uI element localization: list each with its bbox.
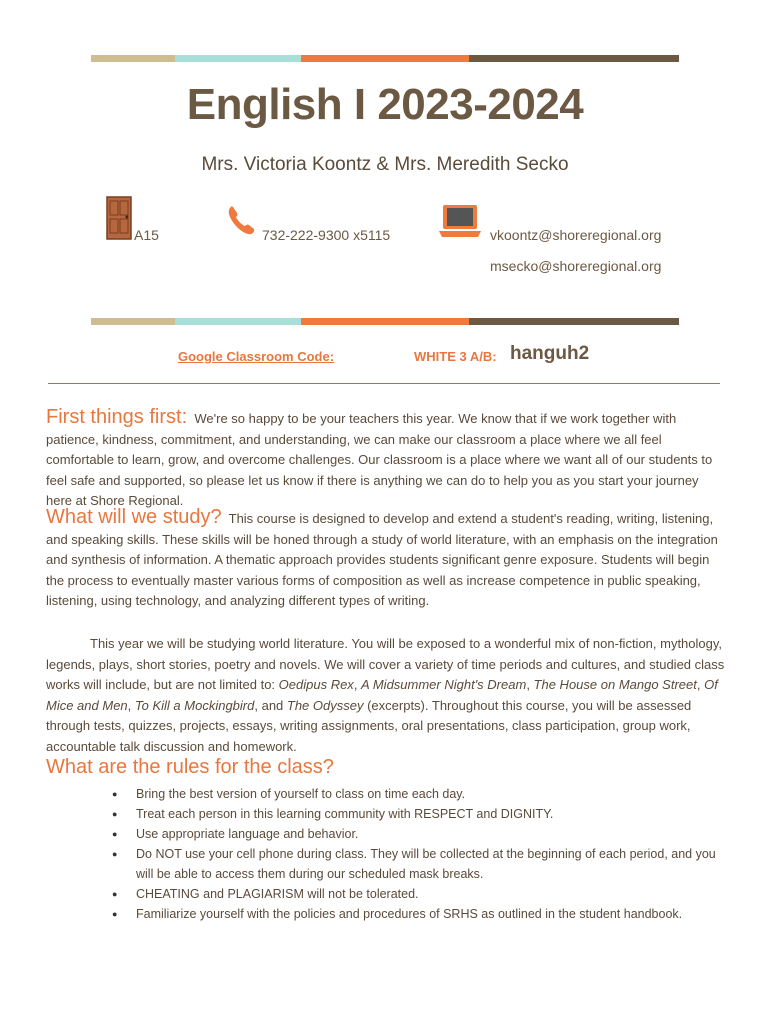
intro-paragraph: [46, 407, 726, 512]
bar-segment-teal: [175, 318, 301, 325]
divider-color-bar: [91, 318, 679, 325]
classroom-code: hanguh2: [510, 343, 590, 364]
work-title: To Kill a Mockingbird: [134, 697, 255, 713]
list-item: ● Familiarize yourself with the policies and procedures of SRHS as outlined in the student handbook.: [112, 904, 727, 924]
phone-number: 732-222-9300 x5115: [262, 227, 391, 243]
bar-segment-tan: [91, 318, 175, 325]
work-title: A Midsummer Night's Dream: [361, 677, 527, 692]
list-item: ● Do NOT use your cell phone during class. They will be collected at the beginning of each period, and you will be able to access them during our scheduled mask breaks.: [112, 844, 727, 884]
bar-segment-brown: [469, 55, 679, 62]
list-item: ● CHEATING and PLAGIARISM will not be tolerated.: [112, 884, 727, 904]
work-title: Oedipus Rex: [278, 677, 354, 692]
section-heading-study: What will we study?: [46, 506, 222, 528]
literature-outro: (excerpts). Throughout this course, you will be assessed through tests, quizzes, projects, essays, writing assignments, oral presentations, class participation, group work, accountable talk discussion and homework.: [46, 697, 692, 754]
literature-intro: This year we will be studying world literature. You will be exposed to a wonderful mix of non-fiction, mythology, legends, plays, short stories, poetry and novels. We will cover a variety of time periods and cultures, and studied class works will include, but are not limited to:: [46, 636, 725, 692]
page-title: English I 2023-2024: [186, 80, 584, 129]
list-item: ● Bring the best version of yourself to class on time each day.: [112, 784, 727, 804]
list-item: ● Treat each person in this learning community with RESPECT and DIGNITY.: [112, 804, 727, 824]
door-icon: [106, 196, 132, 245]
bar-segment-orange: [301, 55, 469, 62]
literature-paragraph: This year we will be studying world literature. You will be exposed to a wonderful mix of non-fiction, mythology, legends, plays, short stories, poetry and novels. We will cover a variety of time periods and cultures, and studied class works will include, but are not limited to: Oedipus Rex, A Midsummer Night's Dream, The House on Mango Street, Of Mice and Men, To Kill a Mockingbird, and The Odyssey (excerpts). Throughout this course, you will be assessed through tests, quizzes, projects, essays, writing assignments, oral presentations, class participation, group work, accountable talk discussion and homework.: [46, 636, 725, 754]
google-classroom-label[interactable]: Google Classroom Code:: [178, 349, 335, 364]
bar-segment-tan: [91, 55, 175, 62]
list-item: ● Use appropriate language and behavior.: [112, 824, 727, 844]
section-heading-first-things: First things first:: [46, 406, 188, 428]
rules-list: [112, 784, 727, 924]
section-heading-rules: What are the rules for the class?: [46, 756, 334, 778]
work-title: The Odyssey: [286, 697, 364, 713]
work-title: The House on Mango Street: [533, 677, 697, 692]
study-text: This course is designed to develop and extend a student's reading, writing, listening, and speaking skills. These skills will be honed through a study of world literature, with an emphasis on the integration and synthesis of information. A thematic approach provides students significant genre exposure. Students will begin the process to eventually master various forms of composition as well as increase competence in public speaking, listening, using technology, and analyzing different types of writing.: [46, 511, 718, 608]
study-paragraph: [46, 507, 726, 612]
intro-text: We're so happy to be your teachers this year. We know that if we work together with patience, kindness, commitment, and understanding, we can make our classroom a place where we all feel comfortable to learn, grow, and overcome challenges. Our classroom is a place where we want all of our students to feel safe and supported, so please let us know if there is anything we can do to help you as you start your journey here at Shore Regional.: [46, 411, 713, 508]
bar-segment-brown: [469, 318, 679, 325]
work-title: Of Mice and Men: [46, 677, 718, 713]
horizontal-rule: [48, 383, 720, 384]
email-link[interactable]: vkoontz@shoreregional.org: [490, 227, 662, 243]
laptop-icon: [438, 203, 482, 244]
room-number: A15: [134, 227, 159, 243]
teacher-names: Mrs. Victoria Koontz & Mrs. Meredith Secko: [201, 154, 569, 175]
bar-segment-teal: [175, 55, 301, 62]
top-color-bar: [91, 55, 679, 62]
section-label: WHITE 3 A/B:: [414, 349, 497, 364]
bar-segment-orange: [301, 318, 469, 325]
email-link[interactable]: msecko@shoreregional.org: [490, 258, 662, 274]
phone-icon: [226, 204, 256, 241]
